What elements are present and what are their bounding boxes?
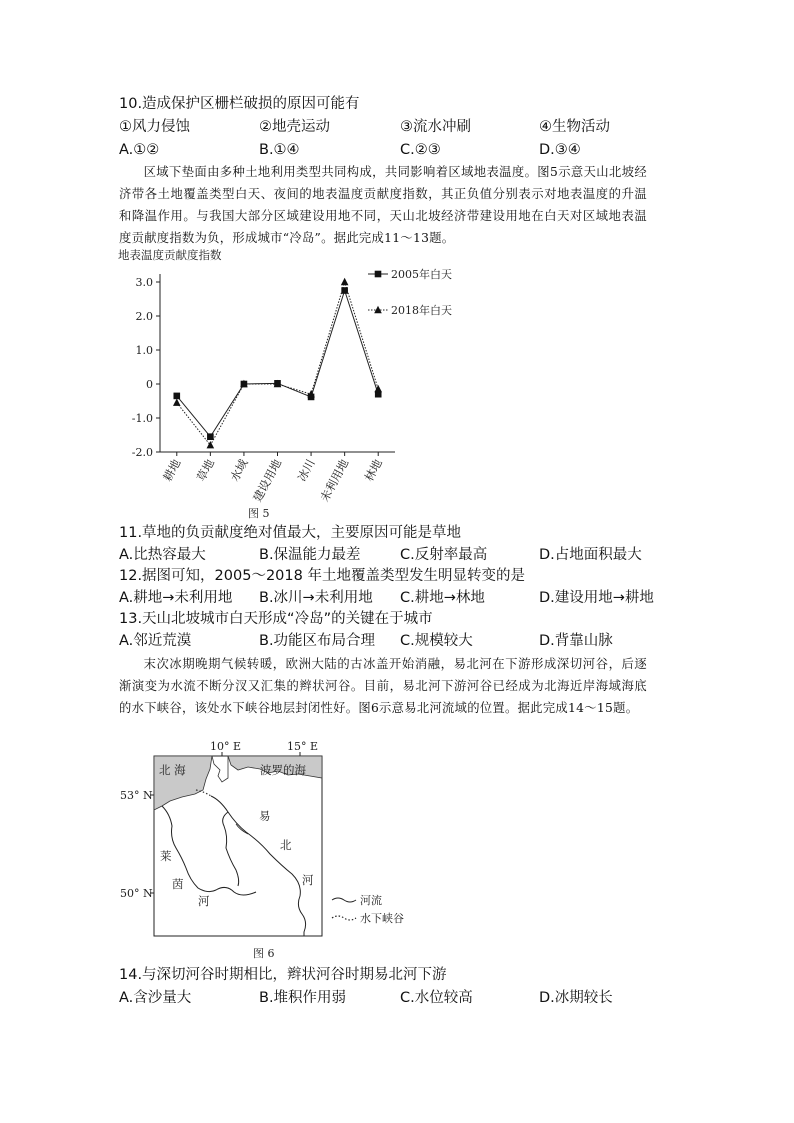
option-d: D.背靠山脉: [539, 633, 613, 649]
question-12-stem: 12.据图可知，2005～2018 年土地覆盖类型发生明显转变的是: [119, 568, 525, 584]
question-13-options: [119, 631, 679, 651]
chart-axes: [132, 274, 395, 504]
y-tick-label: 0: [146, 378, 153, 391]
question-10-options: [119, 140, 679, 160]
question-10-stem: 10.造成保护区栅栏破损的原因可能有: [119, 96, 360, 112]
y-tick-label: 2.0: [135, 310, 153, 323]
passage-2-text: 末次冰期晚期气候转暖，欧洲大陆的古冰盖开始消融，易北河在下游形成深切河谷，后逐渐演变为水流不断分汊又汇集的辫状河谷。目前，易北河下游河谷已经成为北海近岸海域海底的水下峡谷，该处水下峡谷地层封闭性好。图6示意易北河流域的位置。据此完成14～15题。: [119, 657, 647, 715]
y-axis-label: 地表温度贡献度指数: [118, 248, 222, 262]
x-tick-label: 冰川: [294, 456, 318, 484]
x-tick-label: 林地: [361, 456, 385, 484]
option-a: A.耕地→未利用地: [119, 590, 233, 606]
option-b: B.保温能力最差: [259, 547, 361, 563]
data-point-square: [207, 433, 214, 440]
series-markers: [173, 278, 382, 449]
lat-label-53n: 53° N: [120, 789, 153, 802]
series-line-1: [177, 282, 378, 445]
legend-canyon: 水下峡谷: [360, 912, 404, 925]
elbe-char-3: 河: [302, 873, 314, 887]
lon-label-15e: 15° E: [287, 740, 319, 753]
question-14-options: [119, 988, 679, 1008]
legend-river: 河流: [360, 894, 382, 907]
data-point-triangle: [341, 278, 349, 285]
option-c: C.②③: [400, 142, 441, 158]
passage-1-text: 区域下垫面由多种土地利用类型共同构成，共同影响着区域地表温度。图5示意天山北坡经济带各土地覆盖类型白天、夜间的地表温度贡献度指数，其正负值分别表示对地表温度的升温和降温作用。与我国大部分区域建设用地不同，天山北坡经济带建设用地在白天对区域地表温度贡献度指数为负，形成城市“冷岛”。据此完成11～13题。: [119, 165, 647, 245]
option-c: C.反射率最高: [400, 547, 488, 563]
data-point-square: [341, 287, 348, 294]
y-tick-label: 1.0: [135, 344, 153, 357]
x-tick-label: 水域: [227, 456, 251, 484]
question-10-items: [119, 117, 679, 137]
passage-2: [119, 653, 647, 719]
question-12-options: [119, 588, 679, 608]
figure-6-caption: 图 6: [253, 947, 275, 960]
option-b: B.冰川→未利用地: [259, 590, 373, 606]
question-11-options: [119, 545, 679, 565]
option-d: D.占地面积最大: [539, 547, 642, 563]
item-3: ③流水冲刷: [400, 119, 471, 135]
y-tick-label: -2.0: [131, 446, 153, 459]
figure-6-map: [110, 734, 430, 964]
y-tick-label: 3.0: [135, 276, 153, 289]
item-1: ①风力侵蚀: [119, 119, 190, 135]
option-c: C.耕地→林地: [400, 590, 485, 606]
x-tick-label: 建设用地: [250, 456, 285, 505]
option-a: A.比热容最大: [119, 547, 206, 563]
figure-5-chart: [110, 244, 490, 524]
legend-label-1: 2018年白天: [391, 304, 452, 317]
north-sea-label: 北 海: [159, 763, 186, 777]
baltic-sea-label: 波罗的海: [260, 763, 306, 777]
item-2: ②地壳运动: [259, 119, 330, 135]
option-b: B.功能区布局合理: [259, 633, 376, 649]
x-tick-label: 未利用地: [317, 456, 352, 505]
option-c: C.规模较大: [400, 633, 473, 649]
figure-5-caption: 图 5: [248, 507, 270, 520]
lon-label-10e: 10° E: [210, 740, 242, 753]
x-tick-label: 耕地: [160, 456, 184, 484]
data-point-square: [173, 393, 180, 400]
elbe-char-2: 北: [280, 838, 292, 852]
chart-legend: [368, 267, 452, 317]
elbe-char-1: 易: [259, 809, 271, 823]
item-4: ④生物活动: [539, 119, 610, 135]
rhine-char-2: 茵: [172, 877, 184, 891]
passage-1: [119, 161, 647, 249]
rhine-char-3: 河: [198, 894, 210, 908]
option-a: A.含沙量大: [119, 990, 192, 1006]
lat-label-50n: 50° N: [120, 887, 153, 900]
option-a: A.①②: [119, 142, 160, 158]
option-b: B.堆积作用弱: [259, 990, 347, 1006]
question-13-stem: 13.天山北坡城市白天形成“冷岛”的关键在于城市: [119, 611, 433, 627]
legend-marker-square: [375, 271, 382, 278]
legend-label-0: 2005年白天: [391, 268, 452, 281]
series-line-0: [177, 291, 378, 437]
rhine-char-1: 莱: [160, 849, 172, 863]
option-d: D.冰期较长: [539, 990, 613, 1006]
x-tick-label: 草地: [193, 456, 218, 484]
y-tick-label: -1.0: [131, 412, 153, 425]
option-d: D.建设用地→耕地: [539, 590, 654, 606]
series-lines: [177, 282, 378, 445]
option-c: C.水位较高: [400, 990, 473, 1006]
question-11-stem: 11.草地的负贡献度绝对值最大，主要原因可能是草地: [119, 525, 462, 541]
option-b: B.①④: [259, 142, 300, 158]
question-14-stem: 14.与深切河谷时期相比，辫状河谷时期易北河下游: [119, 967, 447, 983]
data-point-triangle: [207, 441, 215, 448]
option-d: D.③④: [539, 142, 581, 158]
option-a: A.邻近荒漠: [119, 633, 192, 649]
